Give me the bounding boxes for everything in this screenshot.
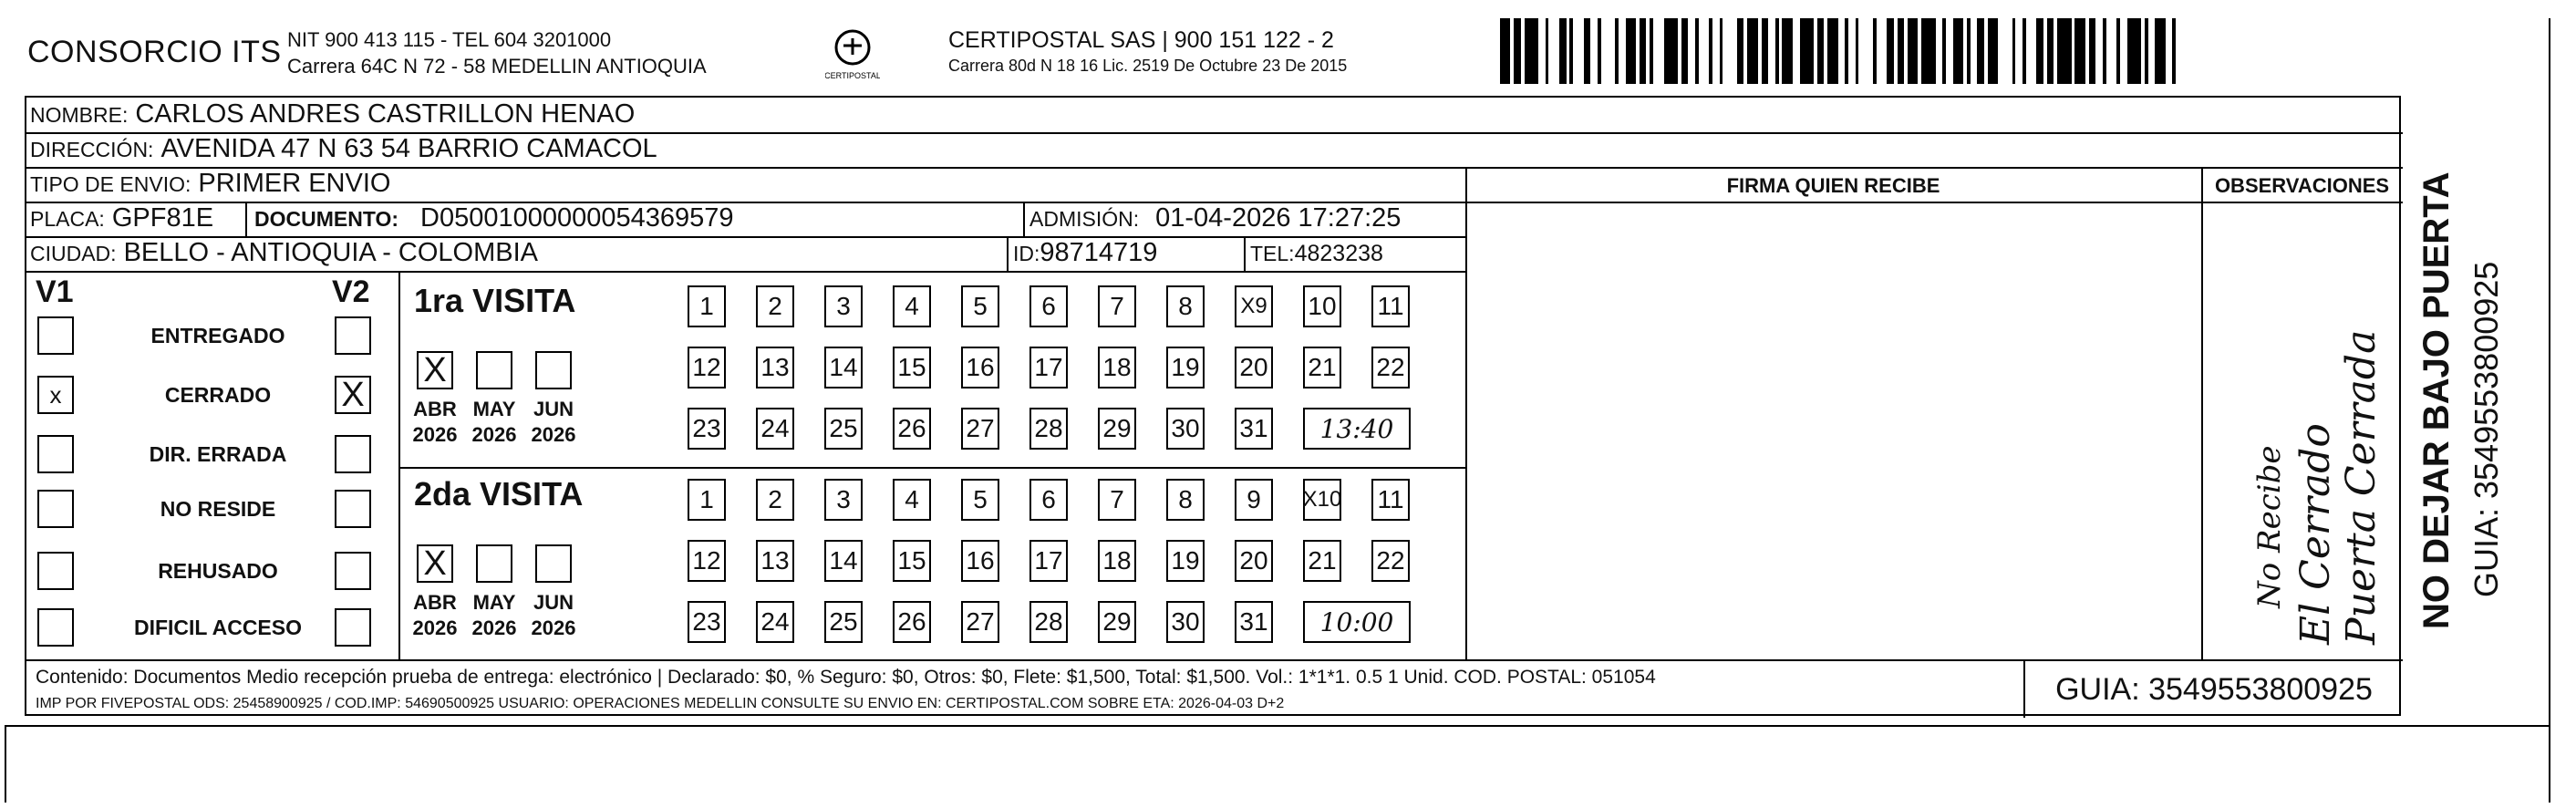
barcode-bar [1559,18,1567,84]
day-checkbox[interactable]: 29 [1098,408,1136,450]
tel-value: 4823238 [1294,241,1383,266]
day-checkbox[interactable]: 11 [1371,285,1410,327]
day-checkbox[interactable]: 4 [893,479,931,521]
barcode-bar [1858,18,1872,84]
barcode-bar [1908,18,1918,84]
status-v1-checkbox[interactable] [37,316,74,355]
day-checkbox[interactable]: 24 [756,601,794,643]
status-label: DIFICIL ACCESO [133,616,302,639]
col-divider [1465,167,1467,659]
barcode-bar [2127,18,2141,84]
company-name: CONSORCIO ITS [27,35,282,69]
barcode-bar [2036,18,2043,84]
day-checkbox[interactable]: 3 [824,479,863,521]
day-checkbox[interactable]: 20 [1235,347,1273,388]
admision-field: ADMISIÓN: 01-04-2026 17:27:25 [1029,203,1402,233]
ciudad-field: CIUDAD: BELLO - ANTIOQUIA - COLOMBIA [30,238,539,267]
col-divider [2201,167,2203,659]
nombre-value: CARLOS ANDRES CASTRILLON HENAO [135,99,636,129]
status-v2-checkbox[interactable] [335,316,371,355]
day-checkbox[interactable]: 22 [1371,347,1410,388]
day-checkbox[interactable]: 27 [961,601,999,643]
barcode [1500,18,2184,84]
direccion-value: AVENIDA 47 N 63 54 BARRIO CAMACOL [160,134,657,163]
barcode-bar [2148,18,2156,84]
side-guia: GUIA: 3549553800925 [2467,261,2505,597]
barcode-bar [1723,18,1736,84]
barcode-bar [1988,18,1998,84]
day-checkbox[interactable]: 17 [1029,540,1068,582]
documento-value: D05001000000054369579 [420,203,734,233]
firma-header: FIRMA QUIEN RECIBE [1726,174,1940,197]
row-divider [1465,167,2403,169]
barcode-bar [1977,18,1984,84]
day-checkbox[interactable]: 13 [756,540,794,582]
documento-field: DOCUMENTO: D05001000000054369579 [254,203,734,233]
barcode-bar [2015,18,2023,84]
status-v1-checkbox[interactable] [37,490,74,528]
day-checkbox[interactable]: 17 [1029,347,1068,388]
month-checkbox[interactable]: X [417,351,453,389]
nombre-field: NOMBRE: CARLOS ANDRES CASTRILLON HENAO [30,99,636,129]
day-checkbox[interactable]: 28 [1029,408,1068,450]
barcode-bar [1653,18,1663,84]
status-v2-checkbox[interactable] [335,435,371,473]
day-checkbox[interactable]: 5 [961,479,999,521]
id-value: 98714719 [1040,238,1158,267]
status-label: NO RESIDE [160,497,276,521]
month-label: JUN 2026 [531,398,576,446]
day-checkbox[interactable]: 30 [1166,601,1205,643]
month-checkbox[interactable] [535,351,572,389]
day-checkbox[interactable]: 23 [688,601,726,643]
barcode-bar [2166,18,2173,84]
barcode-bar [1921,18,1935,84]
footer-contenido: Contenido: Documentos Medio recepción prueba de entrega: electrónico | Declarado: $0, % Seguro: $0, Otros: $0, Flete: $1,500, Total: $1,500. Vol.: 1*1*1. 0.5 1 Unid. COD. POSTAL: 051054 [36,667,1656,688]
tipo-field: TIPO DE ENVIO: PRIMER ENVIO [30,169,391,198]
day-checkbox[interactable]: 8 [1166,479,1205,521]
day-checkbox[interactable]: 14 [824,347,863,388]
placa-value: GPF81E [111,203,214,233]
barcode-bar [1817,18,1825,84]
status-label: CERRADO [164,383,272,407]
day-checkbox[interactable]: 29 [1098,601,1136,643]
status-v2-checkbox[interactable]: X [335,376,371,414]
certipostal-logo [825,26,880,89]
month-label: JUN 2026 [531,591,576,639]
delivery-form [25,96,2401,716]
barcode-bar [2155,18,2165,84]
barcode-bar [1712,18,1720,84]
day-checkbox[interactable]: 21 [1303,347,1341,388]
tipo-value: PRIMER ENVIO [198,169,391,198]
day-checkbox[interactable]: 26 [893,408,931,450]
barcode-bar [1626,18,1636,84]
barcode-bar [1747,18,1757,84]
col-divider [1244,236,1246,271]
visit-time: 10:00 [1303,601,1411,643]
barcode-bar [2057,18,2071,84]
barcode-bar [1737,18,1744,84]
obs-note-3: Puerta Cerrada [2338,329,2385,645]
barcode-bar [1590,18,1598,84]
barcode-bar [1584,18,1591,84]
v1-label: V1 [36,275,74,309]
day-checkbox[interactable]: 28 [1029,601,1068,643]
status-label: DIR. ERRADA [149,442,287,466]
barcode-bar [1793,18,1800,84]
day-checkbox[interactable]: 18 [1098,540,1136,582]
ciudad-value: BELLO - ANTIOQUIA - COLOMBIA [123,238,539,267]
barcode-bar [1838,18,1846,84]
first-visit-title: 1ra VISITA [414,282,576,319]
day-checkbox[interactable]: 1 [688,285,726,327]
day-checkbox[interactable]: 4 [893,285,931,327]
barcode-bar [1762,18,1769,84]
barcode-bar [1877,18,1887,84]
observaciones-header: OBSERVACIONES [2214,174,2390,197]
day-checkbox[interactable]: 15 [893,347,931,388]
day-checkbox[interactable]: X9 [1235,285,1273,327]
month-label: ABR 2026 [412,591,458,639]
col-divider [1007,236,1009,271]
day-checkbox[interactable]: 23 [688,408,726,450]
row-divider [1465,202,2403,203]
status-v1-checkbox[interactable] [37,552,74,590]
barcode-bar [1887,18,1894,84]
barcode-bar [2026,18,2036,84]
day-checkbox[interactable]: 3 [824,285,863,327]
frame-line [5,725,2549,727]
status-v1-checkbox[interactable] [37,435,74,473]
barcode-bar [1800,18,1814,84]
day-checkbox[interactable]: 10 [1303,285,1341,327]
row-divider [26,659,2403,661]
day-checkbox[interactable]: 6 [1029,479,1068,521]
footer-imp: IMP POR FIVEPOSTAL ODS: 25458900925 / COD.IMP: 54690500925 USUARIO: OPERACIONES MEDELLIN CONSULTE SU ENVIO EN: CERTIPOSTAL.COM SOBRE ETA: 2026-04-03 D+2 [36,696,1285,711]
barcode-bar [1971,18,1978,84]
barcode-bar [1953,18,1963,84]
day-checkbox[interactable]: 16 [961,540,999,582]
day-checkbox[interactable]: 30 [1166,408,1205,450]
row-divider [398,467,1465,469]
obs-note-2: El Cerrado [2292,423,2339,645]
day-checkbox[interactable]: 2 [756,479,794,521]
barcode-bar [1619,18,1626,84]
status-v1-checkbox[interactable]: x [37,376,74,414]
col-divider [245,202,247,236]
day-checkbox[interactable]: 6 [1029,285,1068,327]
tel-field: TEL:4823238 [1250,241,1383,266]
row-divider [26,271,1465,273]
footer-guia: GUIA: 3549553800925 [2055,671,2373,707]
barcode-bar [2047,18,2054,84]
day-checkbox[interactable]: 22 [1371,540,1410,582]
barcode-bar [1681,18,1689,84]
day-checkbox[interactable]: 9 [1235,479,1273,521]
frame-line [2549,18,2550,803]
barcode-bar [2089,18,2096,84]
day-checkbox[interactable]: 12 [688,347,726,388]
visit-time: 13:40 [1303,408,1411,450]
company-contact [287,27,707,79]
barcode-bar [1573,18,1583,84]
day-checkbox[interactable]: 14 [824,540,863,582]
day-checkbox[interactable]: 15 [893,540,931,582]
address-line: Carrera 64C N 72 - 58 MEDELLIN ANTIOQUIA [287,54,707,78]
barcode-bar [1782,18,1792,84]
month-checkbox[interactable]: X [417,544,453,583]
barcode-bar [1699,18,1709,84]
certi-line1: CERTIPOSTAL SAS | 900 151 122 - 2 [948,27,1334,53]
barcode-bar [1936,18,1943,84]
second-visit-title: 2da VISITA [414,475,584,513]
direccion-field: DIRECCIÓN: AVENIDA 47 N 63 54 BARRIO CAMACOL [30,134,657,163]
barcode-bar [2120,18,2127,84]
day-checkbox[interactable]: 7 [1098,285,1136,327]
day-checkbox[interactable]: 8 [1166,285,1205,327]
day-checkbox[interactable]: 19 [1166,347,1205,388]
day-checkbox[interactable]: 16 [961,347,999,388]
status-v2-checkbox[interactable] [335,608,371,647]
barcode-bar [2106,18,2116,84]
day-checkbox[interactable]: 27 [961,408,999,450]
day-checkbox[interactable]: 2 [756,285,794,327]
barcode-bar [1500,18,1510,84]
barcode-bar [1946,18,1953,84]
logo-text: CERTIPOSTAL [825,71,880,80]
barcode-bar [2176,18,2183,84]
barcode-bar [2095,18,2103,84]
col-divider [1023,202,1025,236]
month-label: ABR 2026 [412,398,458,446]
day-checkbox[interactable]: 18 [1098,347,1136,388]
barcode-bar [1664,18,1678,84]
barcode-bar [2074,18,2085,84]
day-checkbox[interactable]: 26 [893,601,931,643]
obs-note-1: No Recibe [2251,445,2288,608]
placa-field: PLACA: GPF81E [30,203,214,233]
status-v2-checkbox[interactable] [335,552,371,590]
barcode-bar [1601,18,1615,84]
barcode-bar [1898,18,1905,84]
month-checkbox[interactable] [476,351,512,389]
barcode-bar [1768,18,1775,84]
admision-value: 01-04-2026 17:27:25 [1155,203,1402,233]
nit-line: NIT 900 413 115 - TEL 604 3201000 [287,28,612,51]
day-checkbox[interactable]: 25 [824,408,863,450]
month-checkbox[interactable] [535,544,572,583]
barcode-bar [1848,18,1856,84]
status-label: ENTREGADO [150,324,285,347]
col-divider [398,271,400,659]
day-checkbox[interactable]: 31 [1235,601,1273,643]
day-checkbox[interactable]: 19 [1166,540,1205,582]
barcode-bar [1640,18,1647,84]
day-checkbox[interactable]: 7 [1098,479,1136,521]
day-checkbox[interactable]: 5 [961,285,999,327]
day-checkbox[interactable]: 11 [1371,479,1410,521]
month-label: MAY 2026 [471,398,517,446]
barcode-bar [1998,18,2012,84]
certipostal-info [948,26,1347,77]
status-label: REHUSADO [158,559,278,583]
id-field: ID:98714719 [1013,238,1158,267]
day-checkbox[interactable]: 25 [824,601,863,643]
day-checkbox[interactable]: X10 [1303,479,1341,521]
barcode-bar [1514,18,1521,84]
v2-label: V2 [332,275,370,309]
month-label: MAY 2026 [471,591,517,639]
day-checkbox[interactable]: 31 [1235,408,1273,450]
status-v2-checkbox[interactable] [335,490,371,528]
barcode-bar [1688,18,1695,84]
month-checkbox[interactable] [476,544,512,583]
day-checkbox[interactable]: 13 [756,347,794,388]
status-v1-checkbox[interactable] [37,608,74,647]
day-checkbox[interactable]: 12 [688,540,726,582]
day-checkbox[interactable]: 1 [688,479,726,521]
day-checkbox[interactable]: 21 [1303,540,1341,582]
frame-line [5,725,6,803]
day-checkbox[interactable]: 24 [756,408,794,450]
barcode-bar [1538,18,1546,84]
day-checkbox[interactable]: 20 [1235,540,1273,582]
barcode-bar [1827,18,1837,84]
no-dejar-bajo-puerta: NO DEJAR BAJO PUERTA [2416,171,2457,629]
barcode-bar [1548,18,1558,84]
certi-line2: Carrera 80d N 18 16 Lic. 2519 De Octubre 23 De 2015 [948,56,1348,75]
barcode-bar [1525,18,1538,84]
